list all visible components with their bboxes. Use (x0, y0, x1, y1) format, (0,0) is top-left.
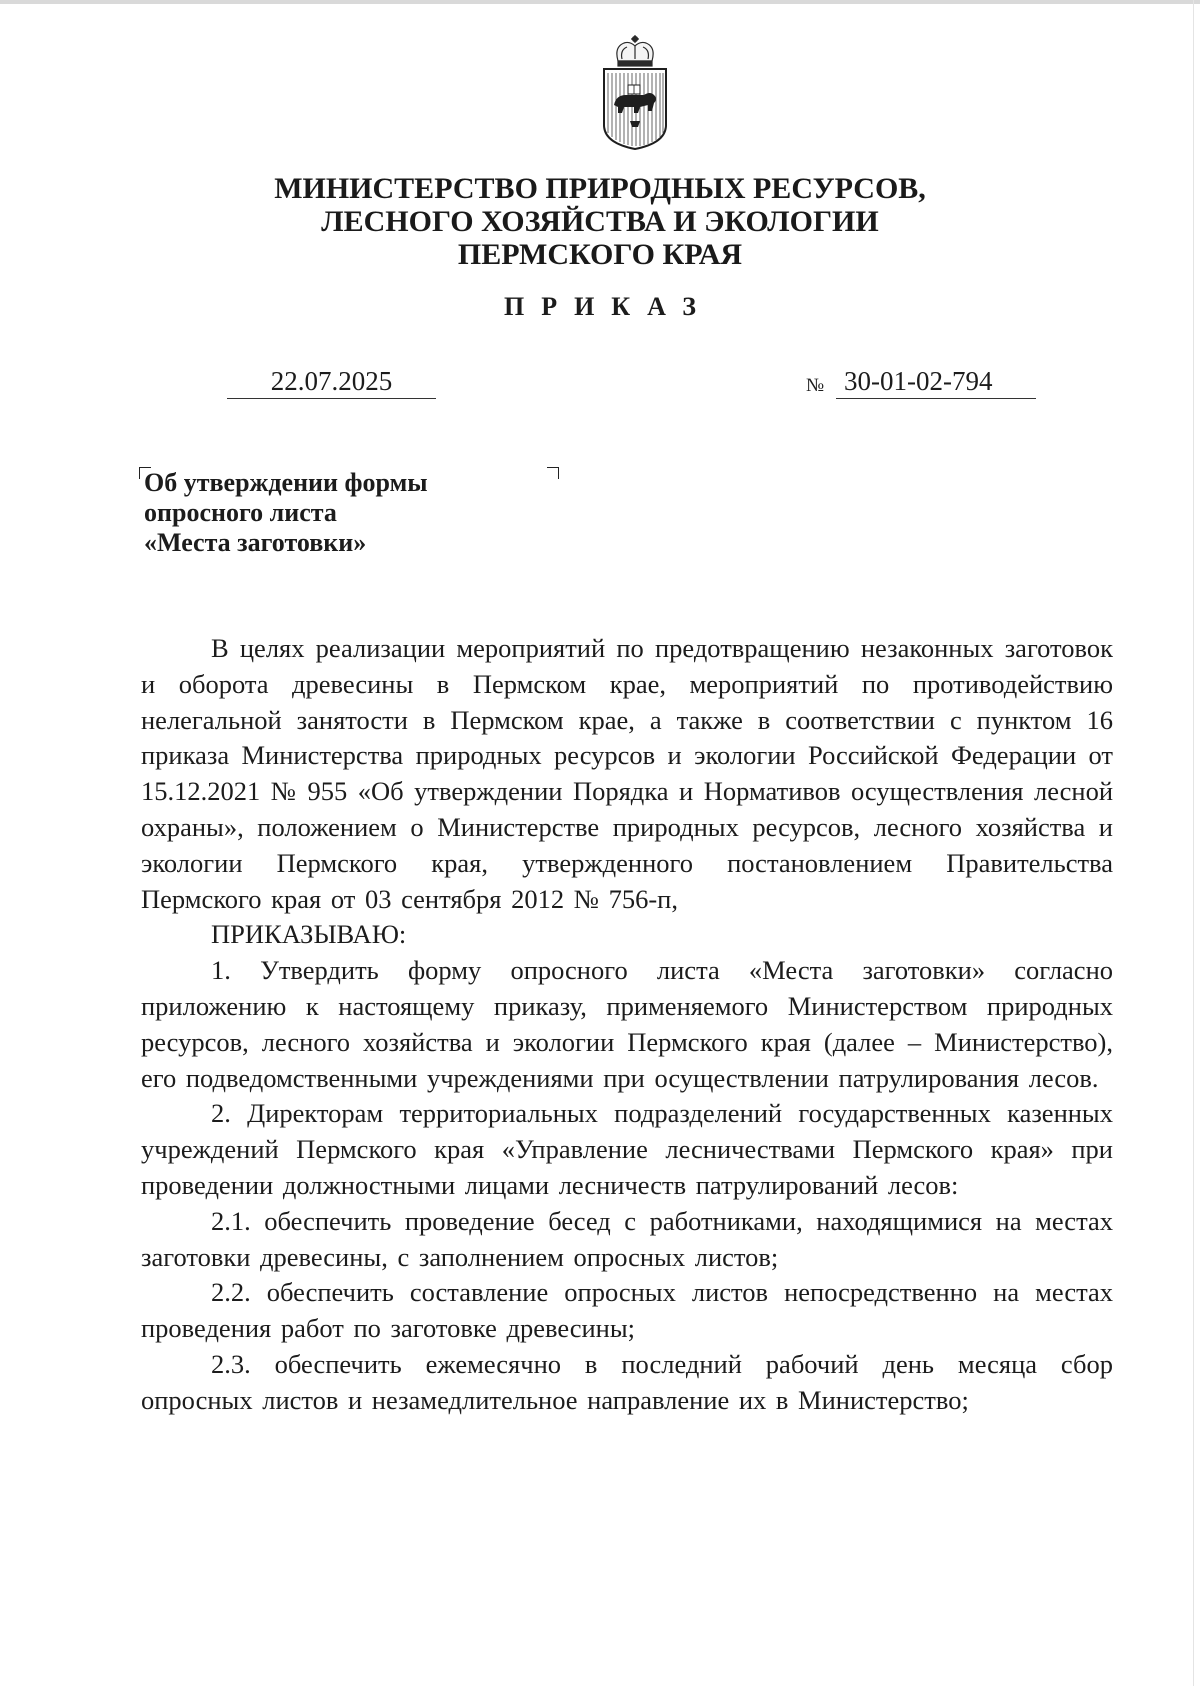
order-date: 22.07.2025 (227, 364, 436, 399)
item-2-1-paragraph: 2.1. обеспечить проведение бесед с работниками, находящимися на местах заготовки древесины, с заполнением опросных листов; (141, 1205, 1113, 1272)
subject-line: «Места заготовки» (144, 528, 367, 557)
ministry-line: ПЕРМСКОГО КРАЯ (457, 238, 743, 271)
order-number (806, 364, 1036, 400)
order-number-value: 30-01-02-794 (836, 364, 1036, 399)
subject-line: опросного листа (144, 498, 337, 527)
item-2-3-paragraph: 2.3. обеспечить ежемесячно в последний рабочий день месяца сбор опросных листов и незамедлительное направление их в Министерство; (141, 1348, 1113, 1415)
item-1-paragraph: 1. Утвердить форму опросного листа «Места заготовки» согласно приложению к настоящему приказу, применяемого Министерством природных ресурсов, лесного хозяйства и экологии Пермского края (далее – Министерство), его подведомственными учреждениями при осуществлении патрулирования лесов. (141, 955, 1113, 1093)
item-2-paragraph: 2. Директорам территориальных подразделений государственных казенных учреждений Пермского края «Управление лесничествами Пермского края» при проведении должностными лицами лесничеств патрулирований лесов: (141, 1098, 1113, 1200)
subject-line: Об утверждении формы (144, 468, 428, 497)
number-sign: № (806, 375, 825, 396)
ministry-name (180, 172, 1020, 271)
order-subject (144, 468, 564, 558)
document-type-title: ПРИКАЗ (503, 292, 714, 321)
order-body (141, 631, 1113, 1419)
scan-right-edge (1193, 0, 1194, 1686)
coat-of-arms-icon (592, 33, 678, 151)
ministry-line: МИНИСТЕРСТВО ПРИРОДНЫХ РЕСУРСОВ, (274, 172, 926, 205)
ministry-line: ЛЕСНОГО ХОЗЯЙСТВА И ЭКОЛОГИИ (321, 205, 879, 238)
scan-top-edge (0, 0, 1200, 4)
command-word: ПРИКАЗЫВАЮ: (211, 919, 407, 950)
item-2-2-paragraph: 2.2. обеспечить составление опросных листов непосредственно на местах проведения работ по заготовке древесины; (141, 1277, 1113, 1344)
preamble-paragraph: В целях реализации мероприятий по предотвращению незаконных заготовок и оборота древесины в Пермском крае, мероприятий по противодействию нелегальной занятости в Пермском крае, а также в соответствии с пунктом 16 приказа Министерства природных ресурсов и экологии Российской Федерации от 15.12.2021 № 955 «Об утверждении Порядка и Нормативов осуществления лесной охраны», положением о Министерстве природных ресурсов, лесного хозяйства и экологии Пермского края, утвержденного постановлением Правительства Пермского края от 03 сентября 2012 № 756-п, (141, 633, 1113, 914)
